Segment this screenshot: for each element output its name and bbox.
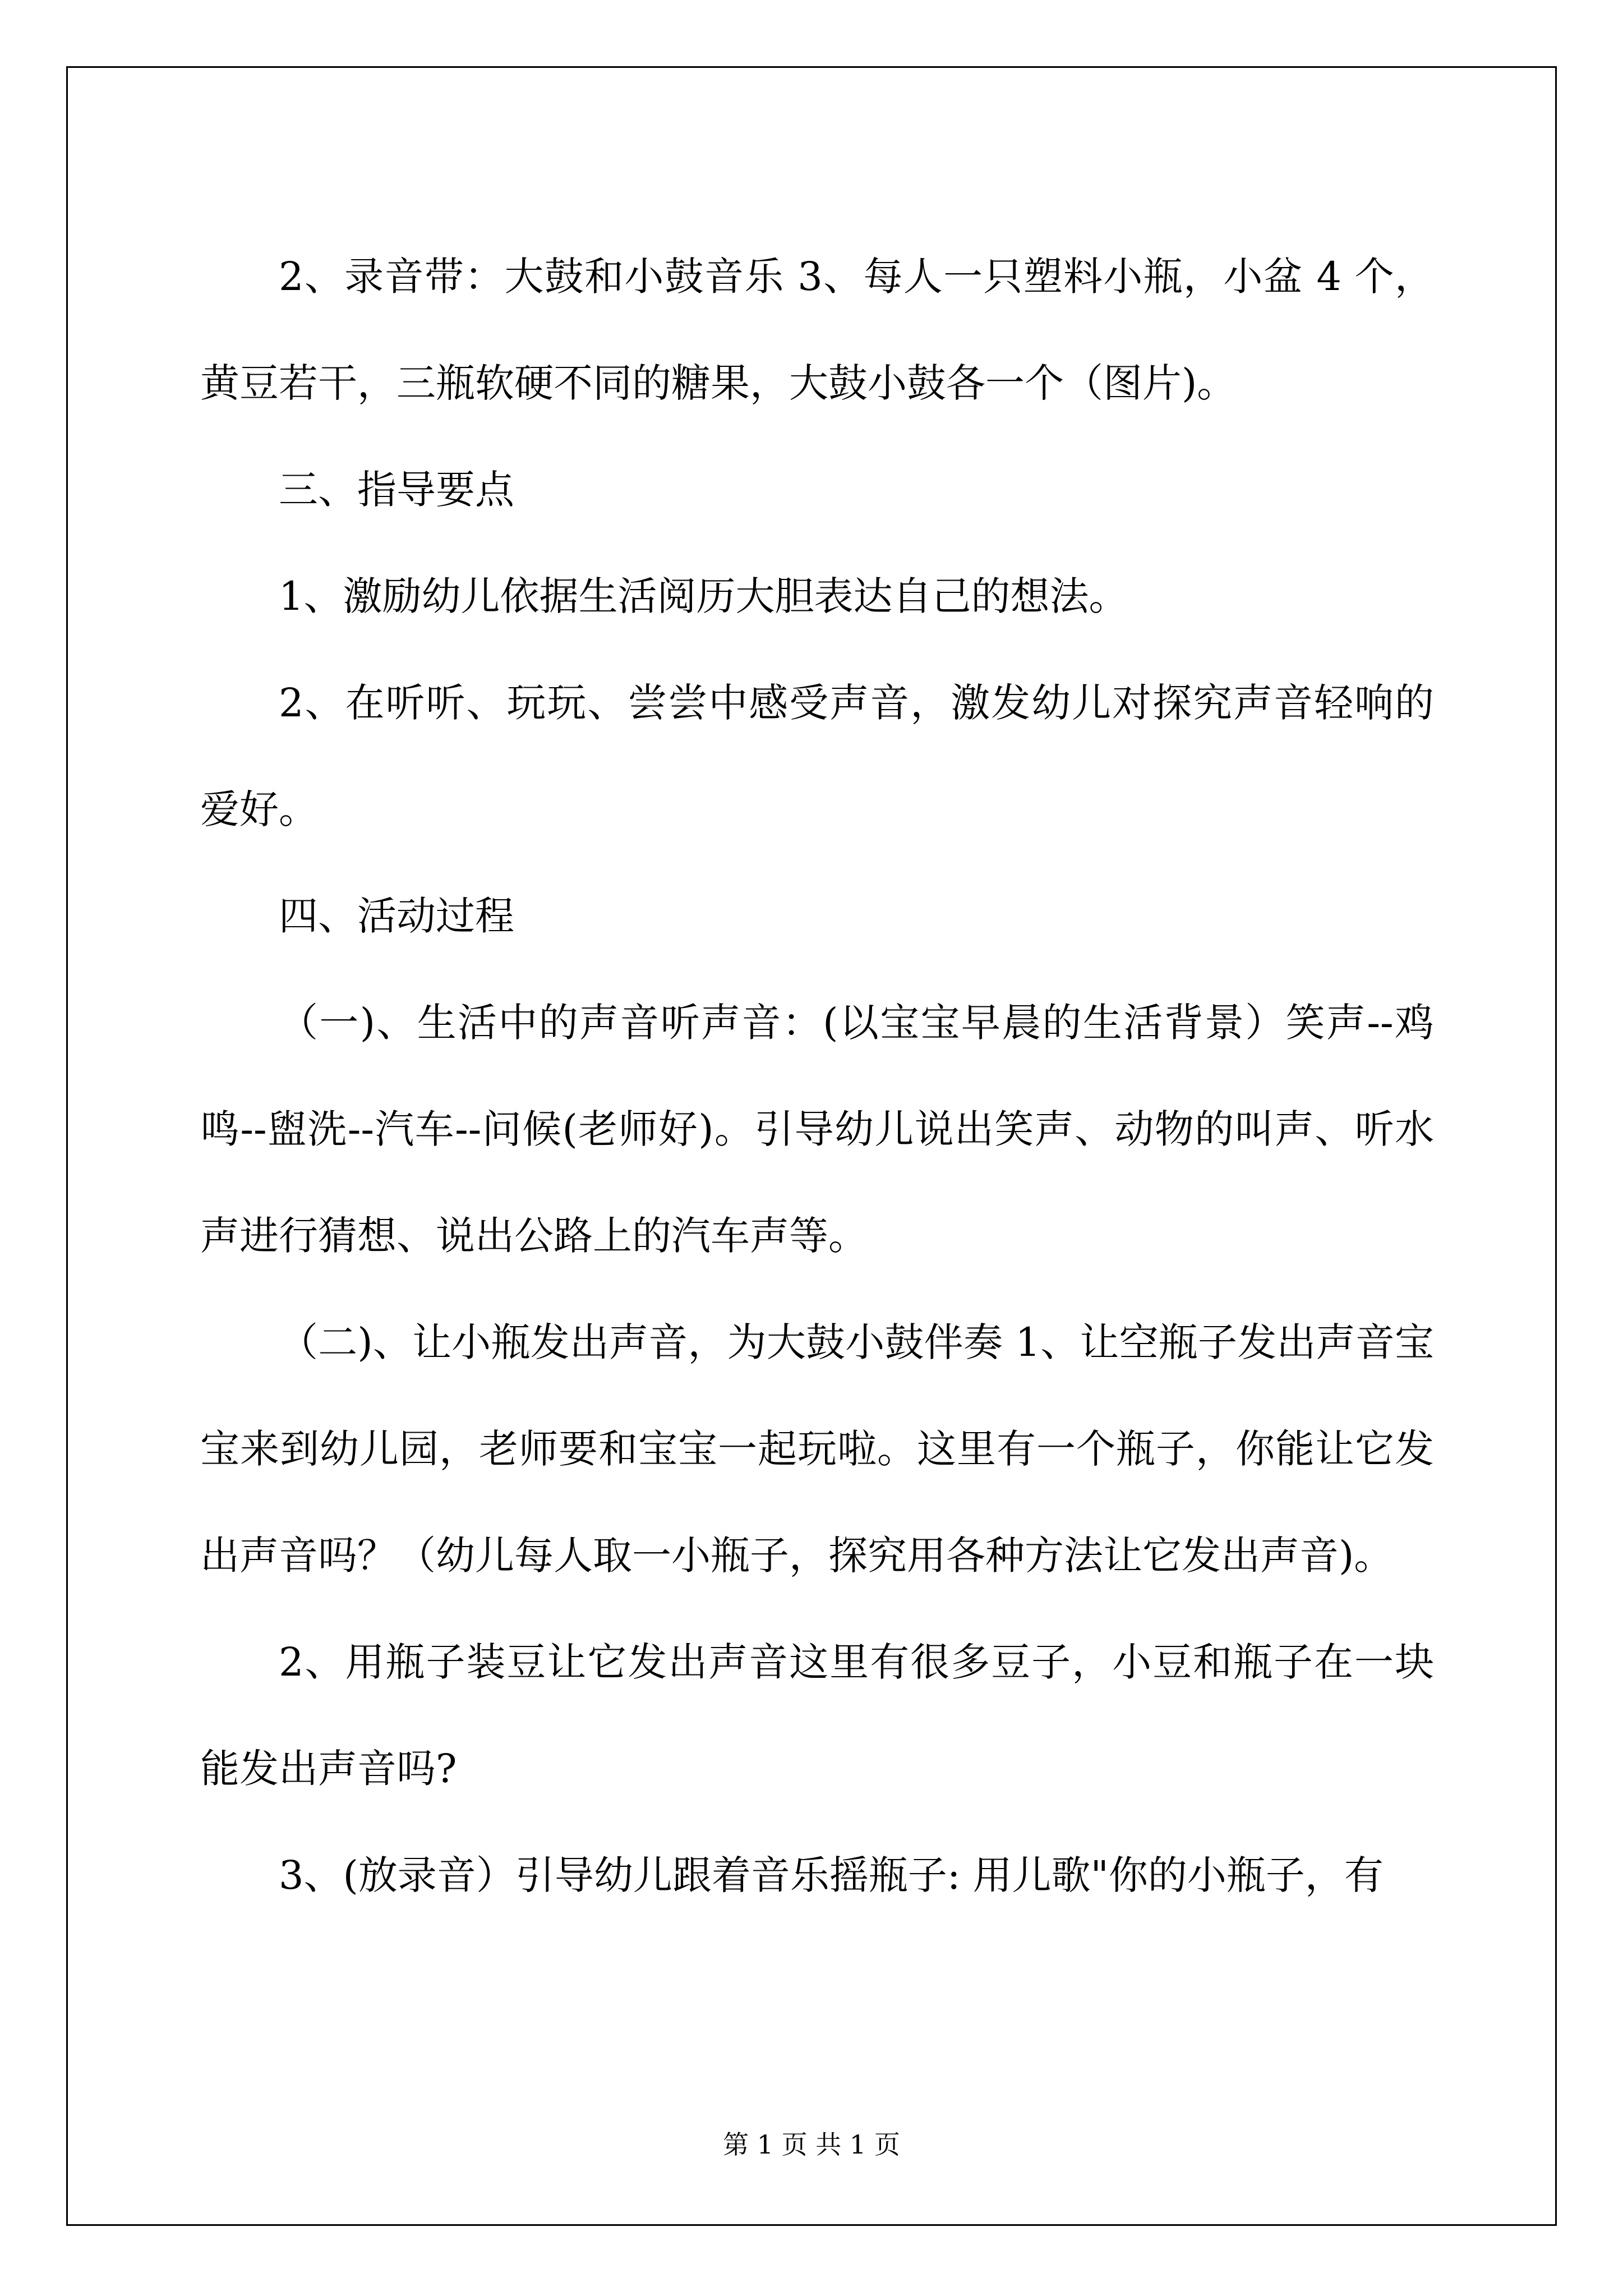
paragraph-4: （一)、生活中的声音听声音：(以宝宝早晨的生活背景）笑声--鸡鸣--盥洗--汽车--问候(老师好)。引导幼儿说出笑声、动物的叫声、听水声进行猜想、说出公路上的汽车声等。 — [200, 1000, 1434, 1259]
document-body — [200, 223, 1434, 1929]
paragraph-5: （二)、让小瓶发出声音，为大鼓小鼓伴奏 1、让空瓶子发出声音宝宝来到幼儿园，老师要和宝宝一起玩啦。这里有一个瓶子，你能让它发出声音吗？（幼儿每人取一小瓶子，探究用各种方法让它发出声音)。 — [200, 1319, 1434, 1579]
paragraph-7: 3、(放录音）引导幼儿跟着音乐摇瓶子: 用儿歌"你的小瓶子，有 — [279, 1852, 1384, 1898]
page-footer: 第 1 页 共 1 页 — [723, 2129, 900, 2160]
paragraph-3: 2、在听听、玩玩、尝尝中感受声音，激发幼儿对探究声音轻响的爱好。 — [200, 680, 1434, 832]
heading-activity-process: 四、活动过程 — [279, 893, 514, 939]
paragraph-6: 2、用瓶子装豆让它发出声音这里有很多豆子，小豆和瓶子在一块能发出声音吗? — [200, 1639, 1434, 1792]
paragraph-2: 1、激励幼儿依据生活阅历大胆表达自己的想法。 — [279, 573, 1128, 619]
heading-guidance-points: 三、指导要点 — [279, 467, 514, 513]
paragraph-1: 2、录音带：大鼓和小鼓音乐 3、每人一只塑料小瓶，小盆 4 个，黄豆若干，三瓶软硬不同的糖果，大鼓小鼓各一个（图片)。 — [200, 254, 1434, 406]
